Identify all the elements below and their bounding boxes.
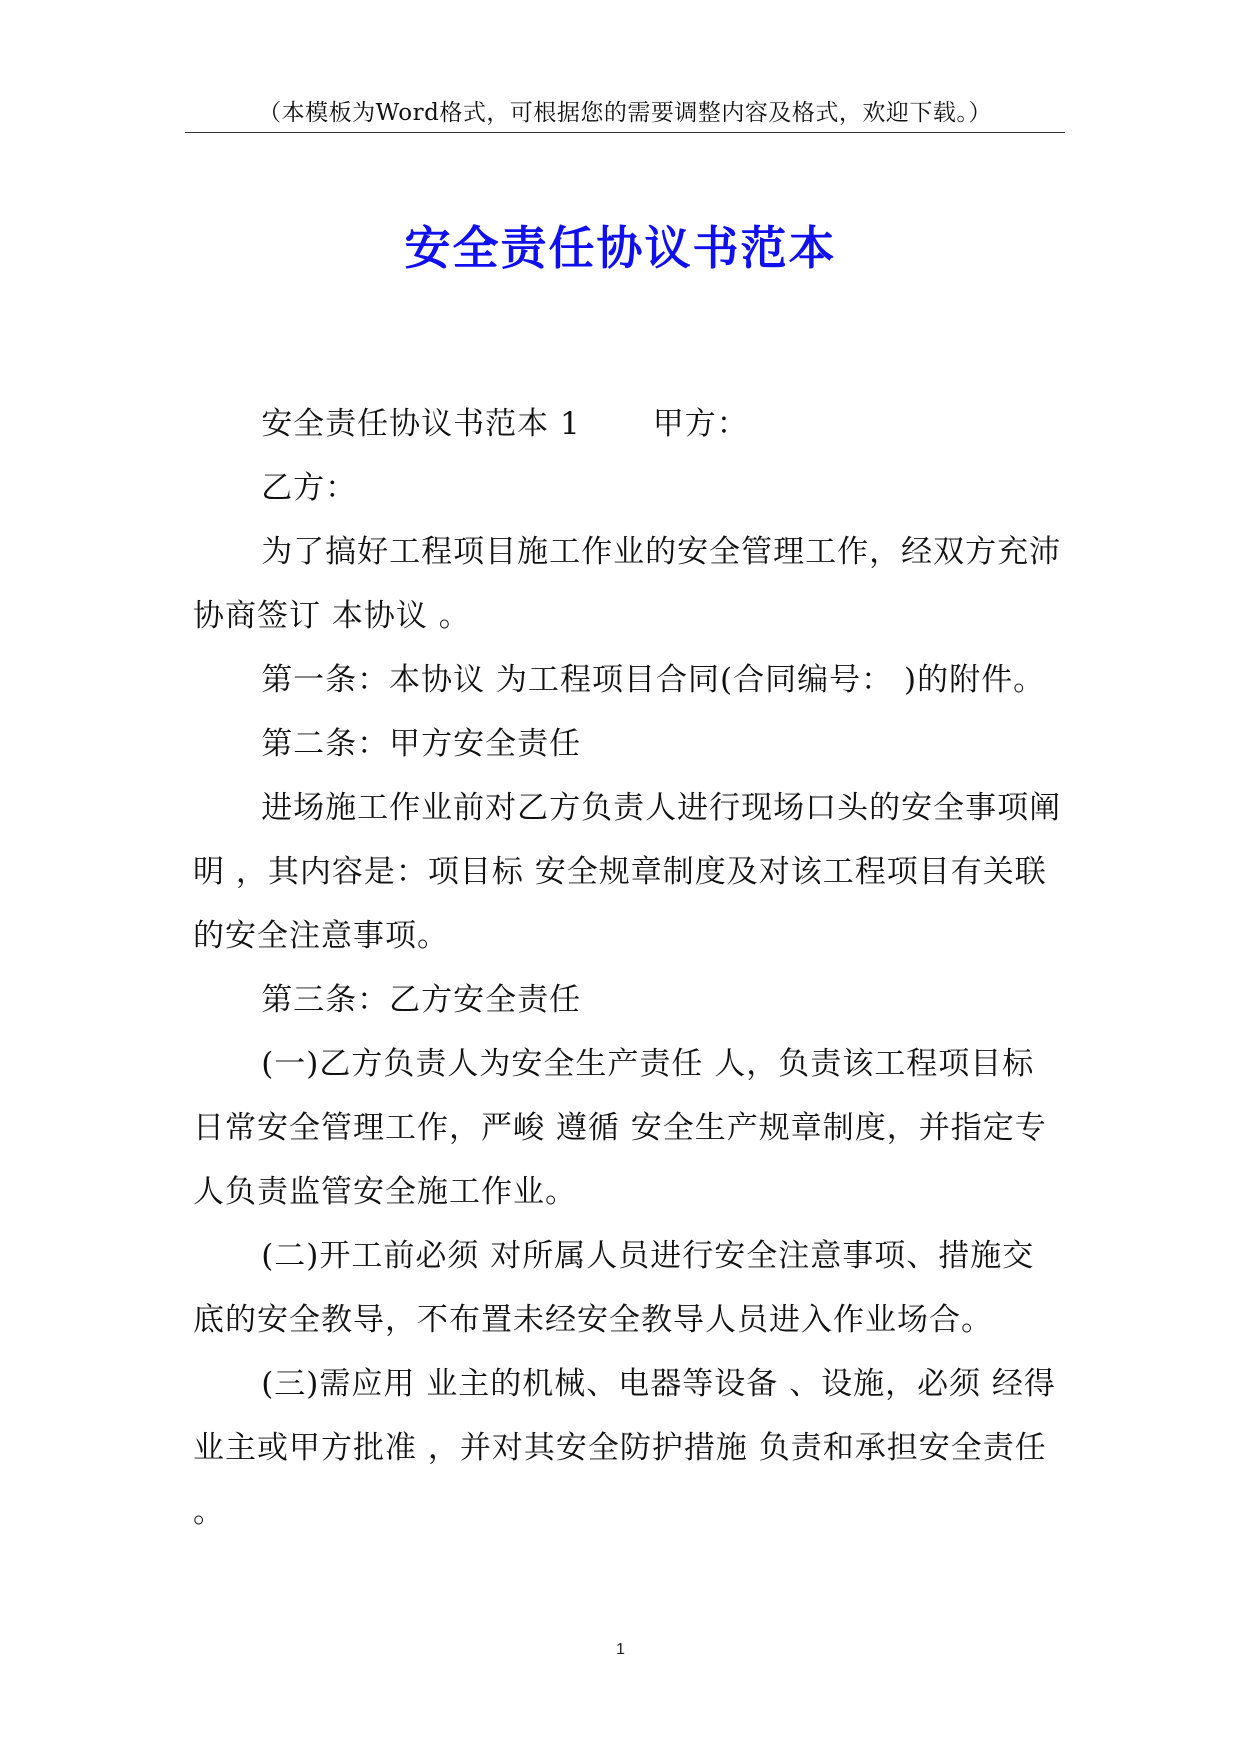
page-number: 1 (616, 1641, 625, 1658)
party-b-label: 乙方： (261, 470, 358, 506)
intro-heading: 安全责任协议书范本 1 (261, 406, 581, 442)
intro-paragraph (193, 392, 1063, 456)
party-a-label: 甲方： (652, 406, 749, 442)
article-3-heading: 第三条：乙方安全责任 (261, 982, 582, 1018)
document-body (193, 392, 1063, 1544)
article-3-item-3: (三)需应用 业主的机械、电器等设备 、设施，必须 经得业主或甲方批准 ，并对其安全防护措施 负责和承担安全责任 。 (193, 1366, 1056, 1530)
article-2-heading: 第二条：甲方安全责任 (261, 726, 582, 762)
article-3-item-2: (二)开工前必须 对所属人员进行安全注意事项、措施交底的安全教导，不布置未经安全教导人员进入作业场合。 (193, 1238, 1035, 1338)
header-divider (185, 132, 1065, 133)
purpose-paragraph: 为了搞好工程项目施工作业的安全管理工作，经双方充沛 协商签订 本协议 。 (193, 534, 1062, 634)
article-2-paragraph: 进场施工作业前对乙方负责人进行现场口头的安全事项阐明 ，其内容是：项目标 安全规章制度及对该工程项目有关联的安全注意事项。 (193, 790, 1062, 954)
article-1-paragraph: 第一条：本协议 为工程项目合同(合同编号： )的附件。 (261, 662, 1046, 698)
template-header-note: （本模板为Word格式，可根据您的需要调整内容及格式，欢迎下载。） (258, 100, 992, 126)
document-title: 安全责任协议书范本 (404, 221, 837, 275)
article-3-item-1: (一)乙方负责人为安全生产责任 人，负责该工程项目标日常安全管理工作，严峻 遵循 安全生产规章制度，并指定专人负责监管安全施工作业。 (193, 1046, 1047, 1210)
